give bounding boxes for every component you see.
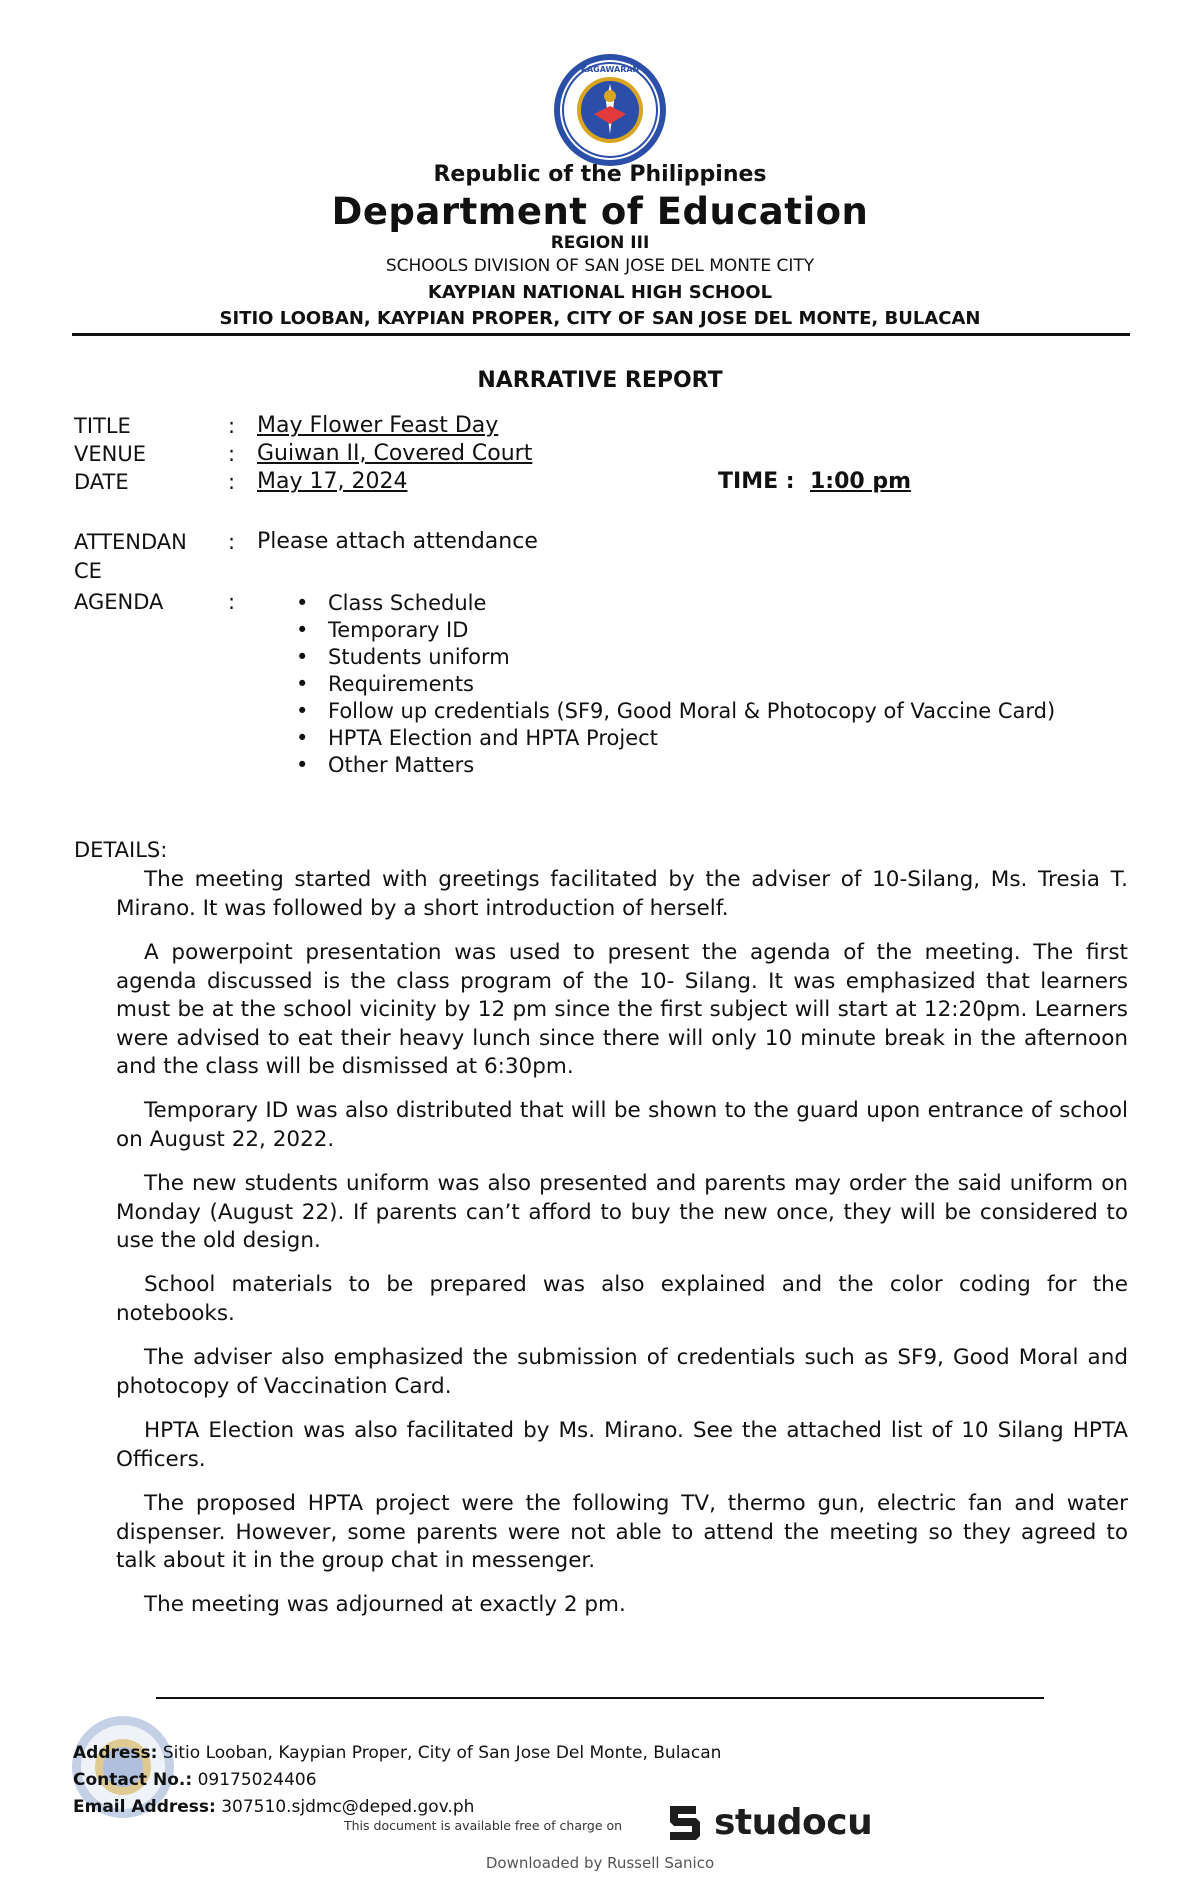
details-paragraph: A powerpoint presentation was used to present the agenda of the meeting. The first agenda discussed is the class program of the 10- Silang. It was emphasized that learners must be at the school vicinity by 12 pm since the first subject will start at 12:20pm. Learners were advised to eat their heavy lunch since there will only 10 minute break in the afternoon and the class will be dismissed at 6:30pm. bbox=[116, 940, 1128, 1079]
colon: : bbox=[228, 530, 236, 554]
contact-value: 09175024406 bbox=[197, 1770, 317, 1790]
attendance-label-cont: CE bbox=[74, 559, 102, 583]
agenda-item: • Follow up credentials (SF9, Good Moral & Photocopy of Vaccine Card) bbox=[296, 699, 1056, 723]
report-heading: NARRATIVE REPORT bbox=[477, 368, 723, 393]
region-line: REGION III bbox=[550, 233, 650, 253]
header-divider bbox=[72, 333, 1130, 336]
agenda-item: • Other Matters bbox=[296, 753, 475, 777]
title-value: May Flower Feast Day bbox=[257, 413, 499, 438]
details-paragraph: The adviser also emphasized the submission of credentials such as SF9, Good Moral and photocopy of Vaccination Card. bbox=[116, 1345, 1128, 1399]
colon: : bbox=[228, 590, 236, 614]
colon: : bbox=[228, 470, 236, 494]
contact-label: Contact No.: bbox=[73, 1770, 193, 1790]
department-title: Department of Education bbox=[331, 190, 869, 233]
studocu-brand-text: studocu bbox=[714, 1802, 873, 1843]
details-paragraph: HPTA Election was also facilitated by Ms. Mirano. See the attached list of 10 Silang HPTA Officers. bbox=[116, 1418, 1128, 1472]
svg-text:KAGAWARAN: KAGAWARAN bbox=[580, 65, 640, 74]
footer-address bbox=[73, 1743, 721, 1763]
republic-line: Republic of the Philippines bbox=[433, 162, 767, 187]
agenda-item: • HPTA Election and HPTA Project bbox=[296, 726, 658, 750]
school-address: SITIO LOOBAN, KAYPIAN PROPER, CITY OF SAN JOSE DEL MONTE, BULACAN bbox=[219, 308, 981, 329]
agenda-item: • Requirements bbox=[296, 672, 474, 696]
venue-value: Guiwan II, Covered Court bbox=[257, 441, 533, 466]
date-label: DATE bbox=[74, 470, 129, 494]
details-paragraph: The proposed HPTA project were the following TV, thermo gun, electric fan and water dispenser. However, some parents were not able to attend the meeting so they agreed to talk about it in the group chat in messenger. bbox=[116, 1491, 1128, 1573]
deped-seal-logo bbox=[552, 52, 668, 168]
agenda-item: • Temporary ID bbox=[296, 618, 469, 642]
attendance-value: Please attach attendance bbox=[257, 529, 538, 554]
time-label: TIME : bbox=[718, 469, 795, 494]
address-value: Sitio Looban, Kaypian Proper, City of San Jose Del Monte, Bulacan bbox=[162, 1743, 722, 1763]
email-label: Email Address: bbox=[73, 1797, 216, 1817]
details-paragraph: School materials to be prepared was also explained and the color coding for the notebooks. bbox=[116, 1272, 1128, 1326]
details-heading: DETAILS: bbox=[74, 838, 168, 862]
footer-contact bbox=[73, 1770, 317, 1790]
colon: : bbox=[228, 442, 236, 466]
agenda-list bbox=[296, 590, 1088, 779]
school-name: KAYPIAN NATIONAL HIGH SCHOOL bbox=[427, 282, 773, 303]
studocu-logo-icon bbox=[662, 1800, 708, 1846]
attendance-label: ATTENDAN bbox=[74, 530, 187, 554]
details-paragraph: Temporary ID was also distributed that will be shown to the guard upon entrance of school on August 22, 2022. bbox=[116, 1098, 1128, 1152]
division-line: SCHOOLS DIVISION OF SAN JOSE DEL MONTE CITY bbox=[385, 256, 815, 276]
downloaded-by-note: Downloaded by Russell Sanico bbox=[485, 1854, 715, 1872]
time-value: 1:00 pm bbox=[810, 469, 912, 494]
agenda-label: AGENDA bbox=[74, 590, 164, 614]
studocu-availability-note: This document is available free of charge on bbox=[344, 1818, 623, 1833]
details-paragraph: The meeting was adjourned at exactly 2 pm. bbox=[144, 1592, 626, 1617]
colon: : bbox=[228, 414, 236, 438]
agenda-item: • Students uniform bbox=[296, 645, 510, 669]
venue-label: VENUE bbox=[74, 442, 146, 466]
email-value: 307510.sjdmc@deped.gov.ph bbox=[221, 1797, 475, 1817]
date-value: May 17, 2024 bbox=[257, 469, 408, 494]
details-paragraph: The meeting started with greetings facilitated by the adviser of 10-Silang, Ms. Tresia T. Mirano. It was followed by a short introduction of herself. bbox=[116, 867, 1128, 921]
address-label: Address: bbox=[73, 1743, 158, 1763]
footer-email bbox=[73, 1797, 474, 1817]
agenda-item: • Class Schedule bbox=[296, 591, 487, 615]
details-paragraph: The new students uniform was also presented and parents may order the said uniform on Monday (August 22). If parents can’t afford to buy the new once, they will be considered to use the old design. bbox=[116, 1171, 1128, 1253]
footer-divider bbox=[156, 1697, 1044, 1699]
title-label: TITLE bbox=[74, 414, 131, 438]
